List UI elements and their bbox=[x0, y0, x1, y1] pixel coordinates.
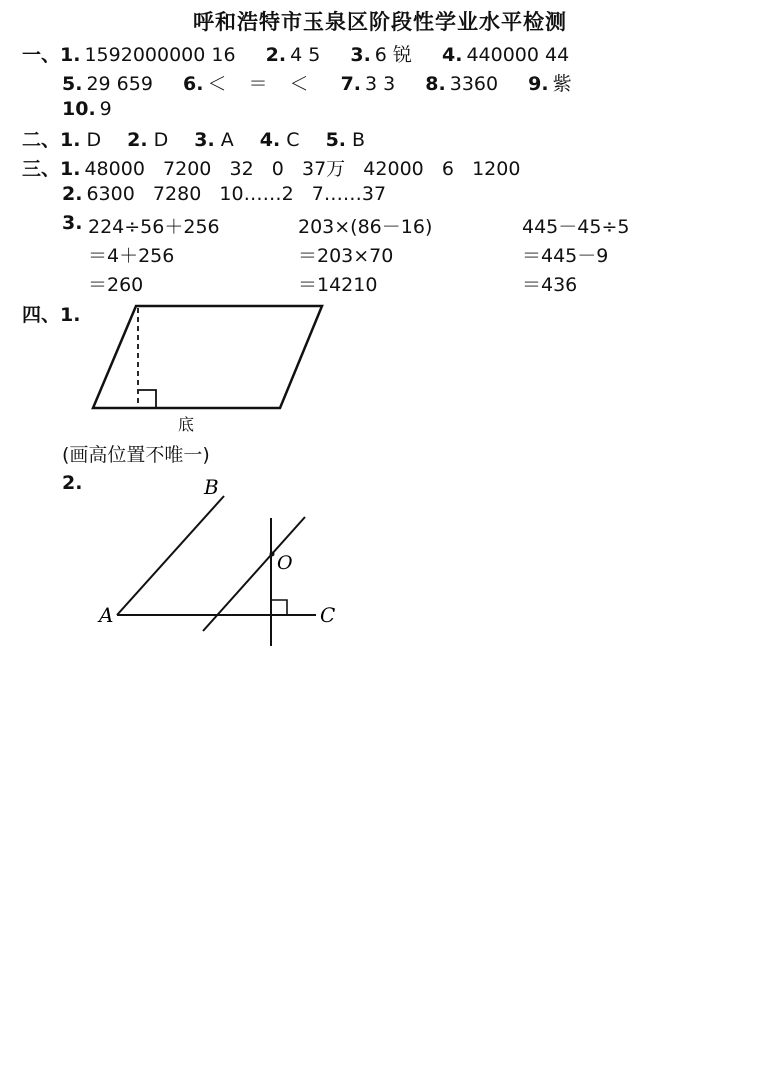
calc-line: ＝4＋256 bbox=[88, 245, 175, 267]
answer: 9 bbox=[99, 98, 112, 120]
calc-line: 224÷56＋256 bbox=[88, 216, 220, 238]
answer: D bbox=[153, 129, 169, 151]
answer: 29 659 bbox=[86, 73, 153, 95]
label-a: A bbox=[99, 603, 114, 627]
note-text: (画高位置不唯一) bbox=[62, 444, 210, 466]
answer: 48000 7200 32 0 37万 42000 6 1200 bbox=[84, 158, 521, 180]
page-title: 呼和浩特市玉泉区阶段性学业水平检测 bbox=[193, 10, 567, 34]
q-num: 5. bbox=[325, 129, 347, 151]
answer: 6300 7280 10……2 7……37 bbox=[86, 183, 387, 205]
calc-line: 203×(86－16) bbox=[298, 216, 433, 238]
q-num: 9. bbox=[528, 73, 549, 95]
answer: 4 5 bbox=[290, 44, 321, 66]
q-num: 4. bbox=[259, 129, 281, 151]
calc-line: ＝14210 bbox=[298, 274, 378, 296]
q-num: 2. bbox=[265, 44, 287, 66]
right-angle-mark bbox=[272, 600, 287, 614]
base-label: 底 bbox=[178, 415, 195, 434]
answer: ＜ ＝ ＜ bbox=[207, 73, 317, 95]
answer: C bbox=[286, 129, 300, 151]
section1-label: 一、 bbox=[22, 44, 61, 66]
q-num: 1. bbox=[60, 304, 81, 326]
q-num: 2. bbox=[62, 183, 83, 205]
answer: B bbox=[352, 129, 366, 151]
answer: 3 3 bbox=[365, 73, 396, 95]
ray-ab bbox=[117, 496, 224, 615]
q-num: 10. bbox=[62, 98, 96, 120]
section4-label: 四、 bbox=[22, 304, 61, 326]
calc-line: ＝203×70 bbox=[298, 245, 394, 267]
q-num: 1. bbox=[60, 158, 81, 180]
label-b: B bbox=[204, 475, 219, 499]
q-num: 5. bbox=[62, 73, 83, 95]
q-num: 1. bbox=[60, 129, 81, 151]
calc-line: ＝260 bbox=[88, 274, 144, 296]
q-num: 2. bbox=[127, 129, 148, 151]
q-num: 1. bbox=[60, 44, 81, 66]
answer: 3360 bbox=[449, 73, 499, 95]
q-num: 8. bbox=[425, 73, 446, 95]
answer: D bbox=[86, 129, 102, 151]
parallel-line bbox=[203, 517, 305, 631]
answer: 6 锐 bbox=[374, 44, 412, 66]
label-c: C bbox=[320, 603, 336, 627]
answer: 440000 44 bbox=[466, 44, 570, 66]
calc-line: ＝445－9 bbox=[522, 245, 609, 267]
label-o: O bbox=[277, 552, 293, 574]
answer: A bbox=[220, 129, 234, 151]
q-num: 3. bbox=[350, 44, 371, 66]
q-num: 2. bbox=[62, 472, 83, 494]
q-num: 4. bbox=[441, 44, 463, 66]
calc-line: ＝436 bbox=[522, 274, 578, 296]
q-num: 3. bbox=[194, 129, 215, 151]
section2-label: 二、 bbox=[22, 129, 61, 151]
q-num: 6. bbox=[182, 73, 204, 95]
q-num: 7. bbox=[340, 73, 362, 95]
answer: 紫 bbox=[552, 73, 572, 95]
q-num: 3. bbox=[62, 212, 83, 234]
section3-label: 三、 bbox=[22, 158, 61, 180]
point-o bbox=[270, 552, 275, 557]
answer: 1592000000 16 bbox=[84, 44, 236, 66]
calc-line: 445－45÷5 bbox=[522, 216, 630, 238]
